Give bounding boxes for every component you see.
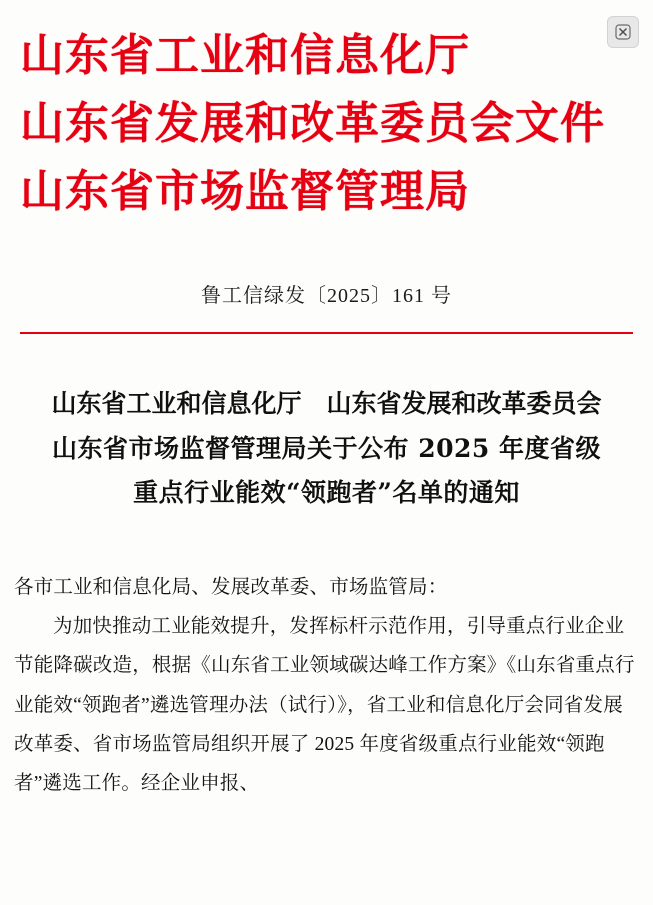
body-paragraph-1: 为加快推动工业能效提升，发挥标杆示范作用，引导重点行业企业节能降碳改造，根据《山东省工业领域碳达峰工作方案》《山东省重点行业能效“领跑者”遴选管理办法（试行）》，省工业和信息化厅会同省发展改革委、省市场监管局组织开展了 2025 年度省级重点行业能效“领跑者”遴选工作。经企业申报、 [14,615,635,795]
title-line-1: 山东省工业和信息化厅 山东省发展和改革委员会 [51,389,602,419]
masthead-line-3: 山东省市场监督管理局 [20,166,470,218]
document-number: 鲁工信绿发〔2025〕161 号 [201,284,452,307]
masthead-line-1: 山东省工业和信息化厅 [20,30,470,81]
masthead-line-2: 山东省发展和改革委员会文件 [20,98,605,150]
red-divider-rule [20,332,633,335]
salutation: 各市工业和信息化局、发展改革委、市场监管局： [14,576,448,598]
document-title [0,382,653,516]
title-line-2: 山东省市场监督管理局关于公布 2025 年度省级 [52,433,601,463]
masthead [0,0,653,227]
close-icon[interactable] [607,16,639,48]
document-body [0,568,653,804]
title-line-3: 重点行业能效“领跑者”名单的通知 [133,478,520,508]
